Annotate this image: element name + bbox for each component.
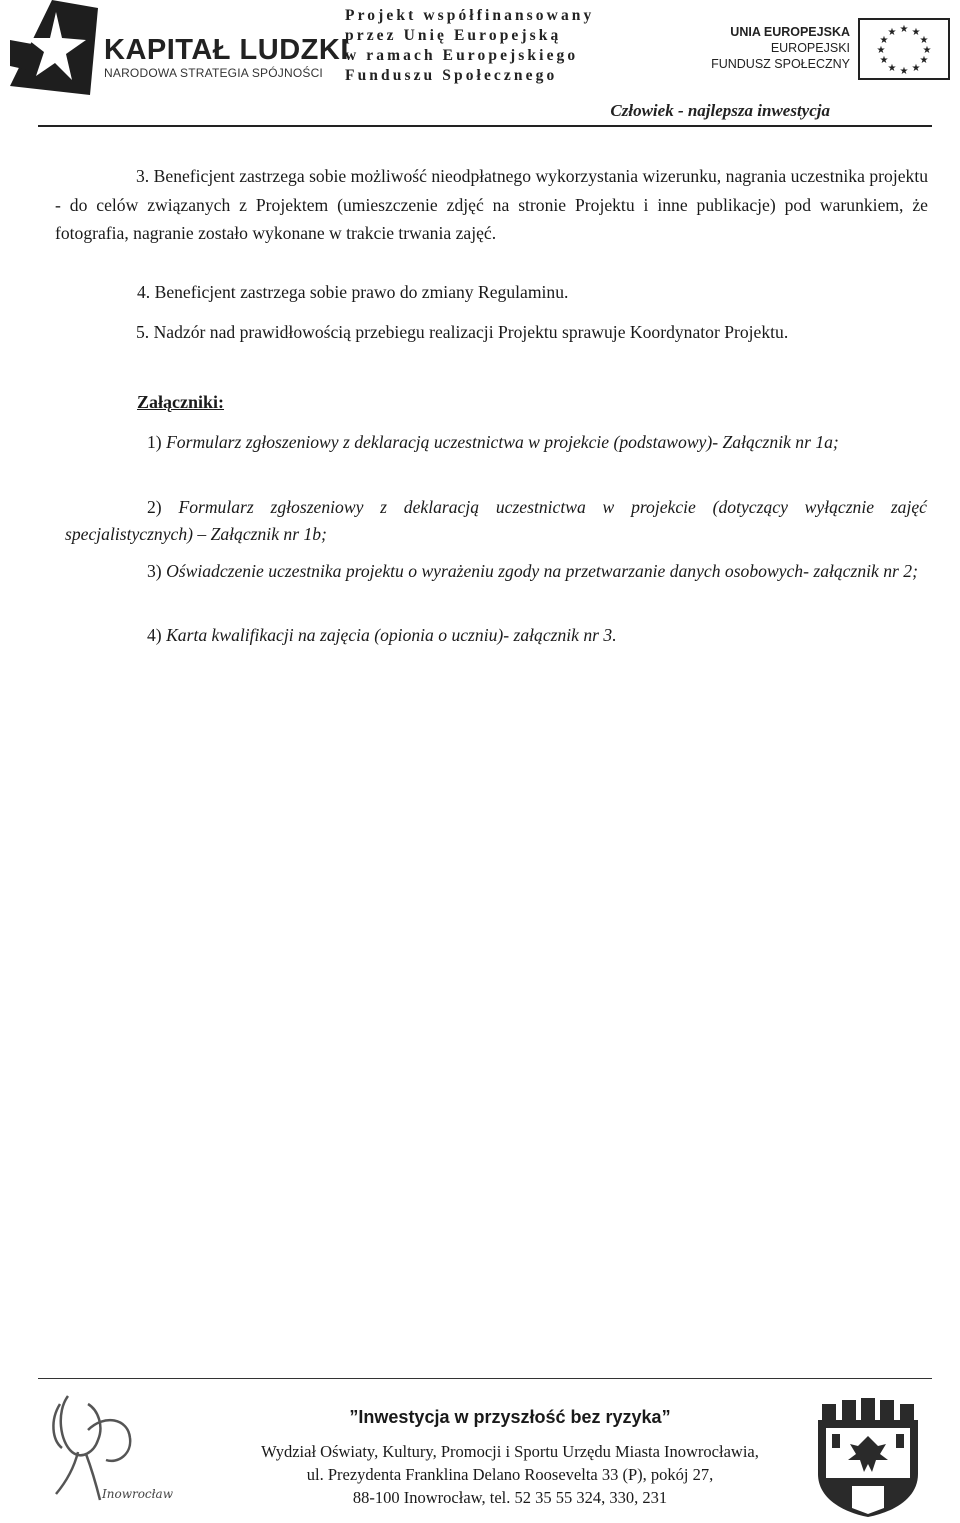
attachment-number: 1) — [147, 432, 162, 452]
footer-title: ”Inwestycja w przyszłość bez ryzyka” — [349, 1407, 671, 1427]
svg-text:★: ★ — [876, 45, 886, 56]
logo-subtitle: NARODOWA STRATEGIA SPÓJNOŚCI — [104, 66, 323, 80]
footer-line: ul. Prezydenta Franklina Delano Roosevelta 33 (P), pokój 27, — [306, 1465, 714, 1484]
inowroclaw-tree-logo-icon — [48, 1390, 183, 1512]
header-divider — [38, 125, 932, 127]
project-cofinancing-note — [345, 6, 645, 86]
attachment-item — [65, 622, 927, 649]
city-logo-text: Inowrocław — [102, 1487, 173, 1501]
project-line: przez Unię Europejską — [345, 27, 562, 44]
attachments-heading: Załączniki: — [137, 392, 225, 412]
regulation-item-5: 5. Nadzór nad prawidłowością przebiegu realizacji Projektu sprawuje Koordynator Projektu. — [136, 322, 789, 342]
attachment-item — [65, 558, 927, 585]
svg-text:★: ★ — [911, 27, 921, 38]
svg-text:★: ★ — [887, 27, 897, 38]
svg-text:★: ★ — [919, 55, 929, 66]
eu-line: EUROPEJSKI — [770, 41, 850, 55]
svg-text:★: ★ — [919, 35, 929, 46]
footer-line: Wydział Oświaty, Kultury, Promocji i Sportu Urzędu Miasta Inowrocławia, — [261, 1442, 759, 1461]
footer-divider — [38, 1378, 932, 1379]
svg-text:★: ★ — [922, 45, 932, 56]
attachment-number: 2) — [147, 497, 162, 517]
eu-fund-label — [690, 24, 850, 72]
kapital-ludzki-emblem-icon — [10, 0, 110, 95]
attachment-text: Formularz zgłoszeniowy z deklaracją uczestnictwa w projekcie (podstawowy)- Załącznik nr 1a; — [166, 432, 839, 452]
attachment-text: Karta kwalifikacji na zajęcia (opionia o uczniu)- załącznik nr 3. — [166, 625, 617, 645]
eu-line: UNIA EUROPEJSKA — [730, 25, 850, 39]
attachment-number: 3) — [147, 561, 162, 581]
project-line: w ramach Europejskiego — [345, 47, 579, 64]
svg-text:★: ★ — [899, 66, 909, 77]
svg-text:★: ★ — [879, 35, 889, 46]
svg-text:★: ★ — [899, 24, 909, 35]
eu-flag-icon — [858, 18, 950, 80]
attachment-number: 4) — [147, 625, 162, 645]
project-line: Funduszu Społecznego — [345, 67, 558, 84]
regulation-item-4: 4. Beneficjent zastrzega sobie prawo do zmiany Regulaminu. — [137, 282, 569, 302]
project-line: Projekt współfinansowany — [345, 7, 595, 24]
logo-title: KAPITAŁ LUDZKI — [104, 34, 349, 66]
attachment-text: Formularz zgłoszeniowy z deklaracją uczestnictwa w projekcie (dotyczący wyłącznie zajęć specjalistycznych) – Załącznik nr 1b; — [65, 497, 927, 544]
svg-text:★: ★ — [879, 55, 889, 66]
eu-line: FUNDUSZ SPOŁECZNY — [711, 57, 850, 71]
svg-text:★: ★ — [887, 63, 897, 74]
attachment-item — [65, 494, 927, 548]
attachment-text: Oświadczenie uczestnika projektu o wyrażeniu zgody na przetwarzanie danych osobowych- załącznik nr 2; — [166, 561, 918, 581]
footer-line: 88-100 Inowrocław, tel. 52 35 55 324, 330, 231 — [352, 1488, 668, 1507]
svg-text:★: ★ — [911, 63, 921, 74]
attachment-item — [65, 429, 927, 456]
inowroclaw-crest-icon — [812, 1398, 924, 1518]
slogan: Człowiek - najlepsza inwestycja — [610, 101, 830, 120]
regulation-item-3: 3. Beneficjent zastrzega sobie możliwość nieodpłatnego wykorzystania wizerunku, nagrania uczestnika projektu - do celów związanych z Projektem (umieszczenie zdjęć na stronie Projektu i inne publikacje) pod warunkiem, że fotografia, nagranie zostało wykonane w trakcie trwania zajęć. — [55, 166, 928, 243]
